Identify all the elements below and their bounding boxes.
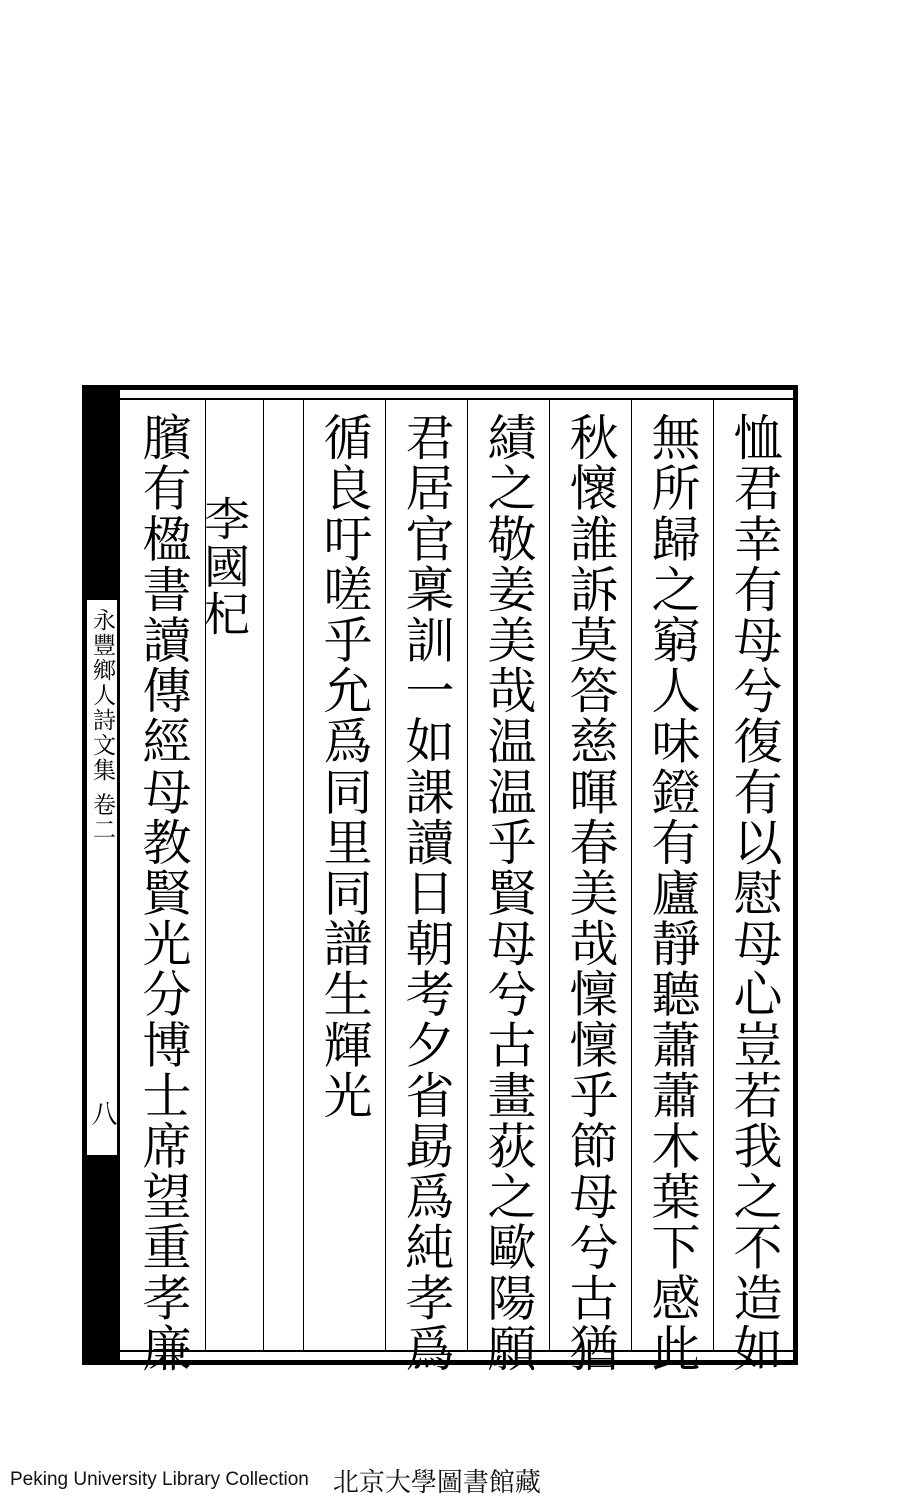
text-column-4 [467, 400, 548, 1374]
column-text: 秋懷誰訴莫答慈暉春美哉懍懍乎節母兮古猶 [562, 412, 619, 1374]
center-fold-spine [87, 390, 120, 1360]
column-text [264, 412, 344, 1362]
text-column-empty [263, 400, 304, 1350]
column-text: 君居官稟訓一如課讀日朝考夕省勗爲純孝爲 [398, 412, 455, 1374]
text-column-2 [631, 400, 712, 1374]
collection-label-en: Peking University Library Collection [10, 1469, 309, 1490]
column-text: 恤君幸有母兮復有以慰母心豈若我之不造如 [726, 412, 783, 1374]
column-text: 循良吁嗟乎允爲同里同譜生輝光 [316, 412, 373, 1121]
column-text: 績之敬姜美哉温温乎賢母兮古畫荻之歐陽願 [480, 412, 537, 1374]
column-text: 無所歸之窮人味鐙有廬靜聽蕭蕭木葉下感此 [644, 412, 701, 1374]
text-column-9 [123, 400, 203, 1374]
spine-page-number: 八 [87, 1100, 117, 1126]
text-column-1 [713, 400, 794, 1374]
text-column-3 [549, 400, 630, 1374]
fish-tail-top [87, 390, 117, 600]
text-column-author [197, 400, 264, 1350]
collection-footer [10, 1462, 890, 1498]
author-name: 李國杞 [197, 495, 251, 638]
page-frame [82, 385, 798, 1374]
collection-label-zh: 北京大學圖書館藏 [332, 1467, 541, 1498]
text-column-5 [385, 400, 466, 1374]
column-text: 臏有楹書讀傳經母教賢光分博士席望重孝廉 [135, 412, 192, 1374]
spine-title: 永豐鄉人詩文集 卷二 [89, 608, 115, 843]
fish-tail-bottom [87, 1155, 117, 1360]
